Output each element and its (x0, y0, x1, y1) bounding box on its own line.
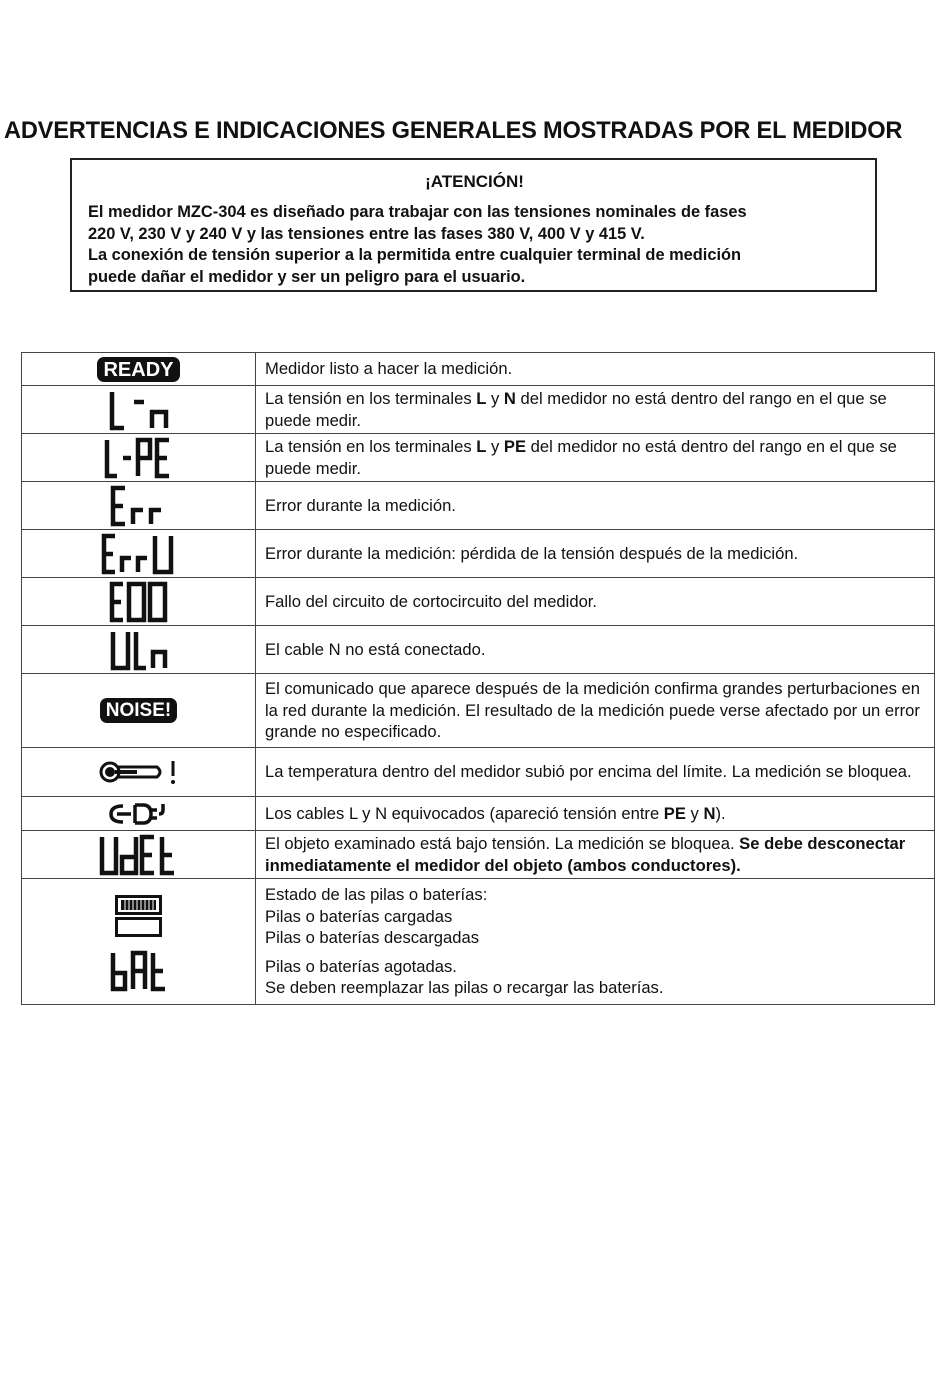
row-text: Medidor listo a hacer la medición. (256, 353, 935, 386)
lcd-lpe-icon (101, 436, 177, 480)
table-row (22, 578, 935, 626)
table-row (22, 626, 935, 674)
icon-cell (22, 530, 256, 578)
icon-cell (22, 578, 256, 626)
row-text: La temperatura dentro del medidor subió por encima del límite. La medición se bloquea. (256, 748, 935, 797)
row-text: El comunicado que aparece después de la medición confirma grandes perturbaciones en la red durante la medición. El resultado de la medición puede verse afectado por un error grande no especificado. (256, 674, 935, 748)
table-row (22, 353, 935, 386)
row-text: Error durante la medición: pérdida de la tensión después de la medición. (256, 530, 935, 578)
row-text (256, 879, 935, 1005)
lcd-err-icon (109, 484, 169, 528)
icon-cell (22, 386, 256, 434)
battery-line: Se deben reemplazar las pilas o recargar las baterías. (265, 978, 664, 998)
row-text: El objeto examinado está bajo tensión. La medición se bloquea. Se debe desconectar inmediatamente el medidor del objeto (ambos conductores). (256, 831, 935, 879)
icon-cell (22, 482, 256, 530)
warning-heading: ¡ATENCIÓN! (425, 172, 524, 191)
table-row (22, 434, 935, 482)
icon-cell (22, 353, 256, 386)
row-text: Error durante la medición. (256, 482, 935, 530)
table-row (22, 831, 935, 879)
table-row (22, 530, 935, 578)
table-row (22, 748, 935, 797)
warning-line: 220 V, 230 V y 240 V y las tensiones entre las fases 380 V, 400 V y 415 V. (88, 224, 645, 243)
icon-cell (22, 434, 256, 482)
row-text: Los cables L y N equivocados (apareció tensión entre PE y N). (256, 797, 935, 831)
table-row (22, 386, 935, 434)
icon-cell (22, 674, 256, 748)
row-text: La tensión en los terminales L y N del medidor no está dentro del rango en el que se puede medir. (256, 386, 935, 434)
row-text: La tensión en los terminales L y PE del medidor no está dentro del rango en el que se puede medir. (256, 434, 935, 482)
plug-swap-icon (107, 800, 171, 828)
lcd-bat-icon (109, 949, 169, 993)
indications-table (21, 352, 935, 1005)
battery-line: Pilas o baterías descargadas (265, 928, 480, 948)
table-row (22, 482, 935, 530)
table-row (22, 674, 935, 748)
lcd-uln-icon (109, 628, 169, 672)
lcd-e00-icon (109, 580, 169, 624)
thermometer-icon (97, 756, 181, 788)
page-title: ADVERTENCIAS E INDICACIONES GENERALES MOSTRADAS POR EL MEDIDOR (4, 118, 903, 144)
lcd-ln-icon (104, 388, 174, 432)
table-row (22, 797, 935, 831)
lcd-erru-icon (101, 532, 177, 576)
icon-cell (22, 879, 256, 1005)
icon-cell (22, 626, 256, 674)
ready-badge-icon: READY (97, 357, 179, 382)
row-text: Fallo del circuito de cortocircuito del medidor. (256, 578, 935, 626)
warning-line: puede dañar el medidor y ser un peligro para el usuario. (88, 267, 526, 286)
warning-line: El medidor MZC-304 es diseñado para trabajar con las tensiones nominales de fases (88, 203, 747, 221)
icon-cell (22, 831, 256, 879)
table-row (22, 879, 935, 1005)
battery-line: Pilas o baterías agotadas. (265, 956, 457, 976)
icon-cell (22, 748, 256, 797)
noise-badge-icon: NOISE! (100, 698, 177, 723)
battery-empty-icon (115, 917, 163, 937)
battery-line: Estado de las pilas o baterías: (265, 885, 488, 905)
row-text: El cable N no está conectado. (256, 626, 935, 674)
battery-line: Pilas o baterías cargadas (265, 906, 453, 926)
lcd-udet-icon (99, 833, 179, 877)
icon-cell (22, 797, 256, 831)
battery-full-icon (115, 895, 163, 915)
warning-line: La conexión de tensión superior a la permitida entre cualquier terminal de medición (88, 246, 742, 264)
warning-box (70, 158, 877, 292)
